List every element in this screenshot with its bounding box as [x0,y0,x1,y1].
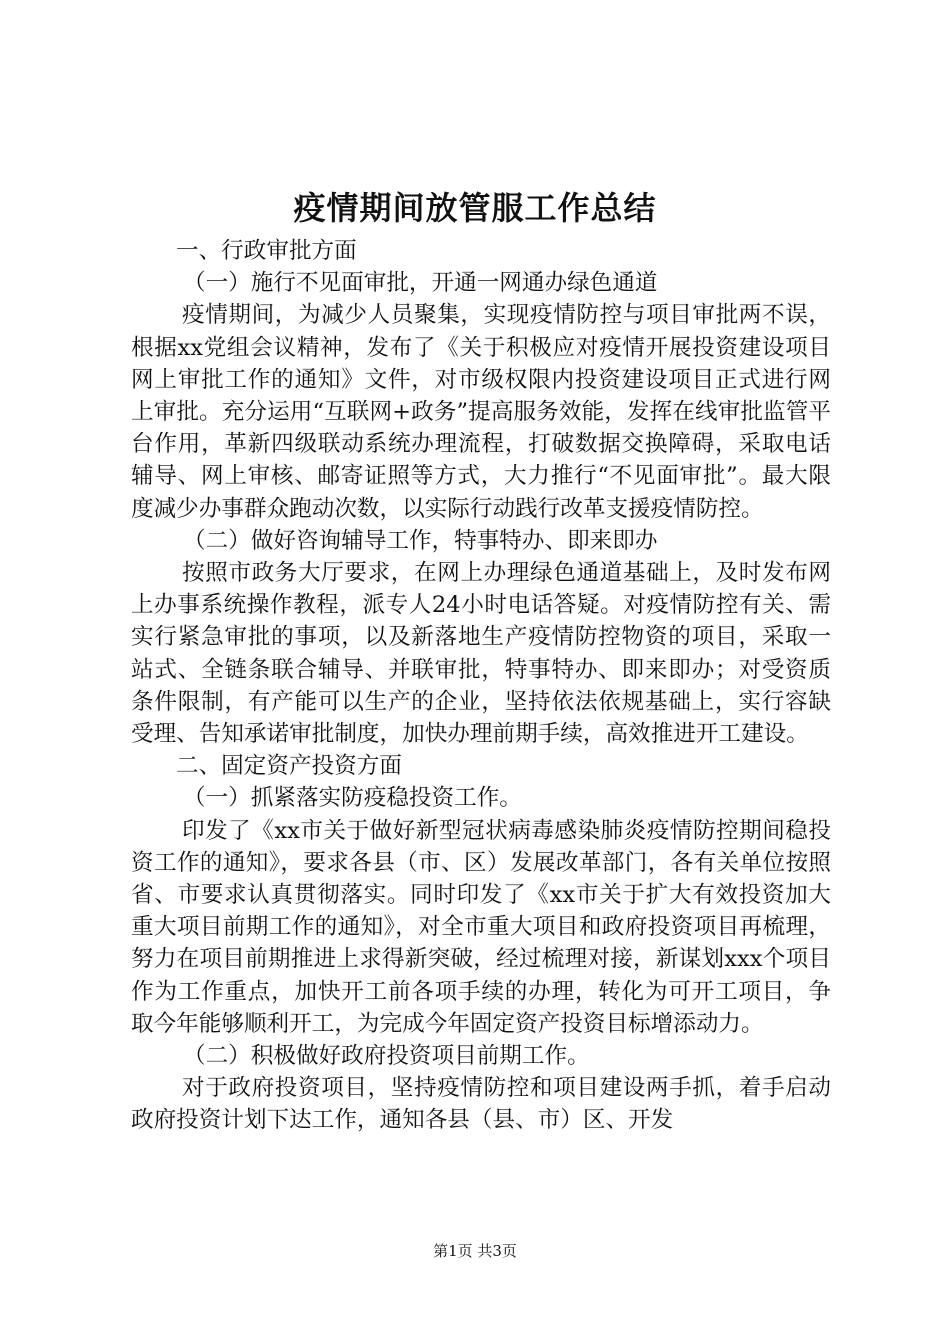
paragraph-government-projects: 对于政府投资项目，坚持疫情防控和项目建设两手抓，着手启动政府投资计划下达工作，通知各县（县、市）区、开发 [131,1075,831,1134]
subsection-heading-consulting-guidance: （二）做好咨询辅导工作，特事特办、即来即办 [183,527,658,554]
document-title: 疫情期间放管服工作总结 [293,189,657,227]
subsection-heading-government-projects: （二）积极做好政府投资项目前期工作。 [183,1043,590,1070]
paragraph-stabilize-investment: 印发了《xx市关于做好新型冠状病毒感染肺炎疫情防控期间稳投资工作的通知》，要求各县（市、区）发展改革部门，各有关单位按照省、市要求认真贯彻落实。同时印发了《xx市关于扩大有效投资加大重大项目前期工作的通知》，对全市重大项目和政府投资项目再梳理，努力在项目前期推进上求得新突破，经过梳理对接，新谋划xxx个项目作为工作重点，加快开工前各项手续的办理，转化为可开工项目，争取今年能够顺利开工，为完成今年固定资产投资目标增添动力。 [131,817,831,1037]
paragraph-no-face-approval: 疫情期间，为减少人员聚集，实现疫情防控与项目审批两不误，根据xx党组会议精神，发布了《关于积极应对疫情开展投资建设项目网上审批工作的通知》文件，对市级权限内投资建设项目正式进行网上审批。充分运用“互联网+政务”提高服务效能，发挥在线审批监管平台作用，革新四级联动系统办理流程，打破数据交换障碍，采取电话辅导、网上审核、邮寄证照等方式，大力推行“不见面审批”。最大限度减少办事群众跑动次数，以实际行动践行改革支援疫情防控。 [131,302,831,522]
page-number-footer: 第1页 共3页 [433,1242,517,1260]
document-body [131,235,831,1137]
paragraph-consulting-guidance: 按照市政务大厅要求，在网上办理绿色通道基础上，及时发布网上办事系统操作教程，派专人24小时电话答疑。对疫情防控有关、需实行紧急审批的事项，以及新落地生产疫情防控物资的项目，采取一站式、全链条联合辅导、并联审批，特事特办、即来即办；对受资质条件限制，有产能可以生产的企业，坚持依法依规基础上，实行容缺受理、告知承诺审批制度，加快办理前期手续，高效推进开工建设。 [131,560,831,748]
subsection-heading-stabilize-investment: （一）抓紧落实防疫稳投资工作。 [183,785,522,812]
section-heading-administrative-approval: 一、行政审批方面 [176,238,357,264]
section-heading-fixed-asset-investment: 二、固定资产投资方面 [176,753,402,780]
subsection-heading-no-face-approval: （一）施行不见面审批，开通一网通办绿色通道 [183,270,658,297]
